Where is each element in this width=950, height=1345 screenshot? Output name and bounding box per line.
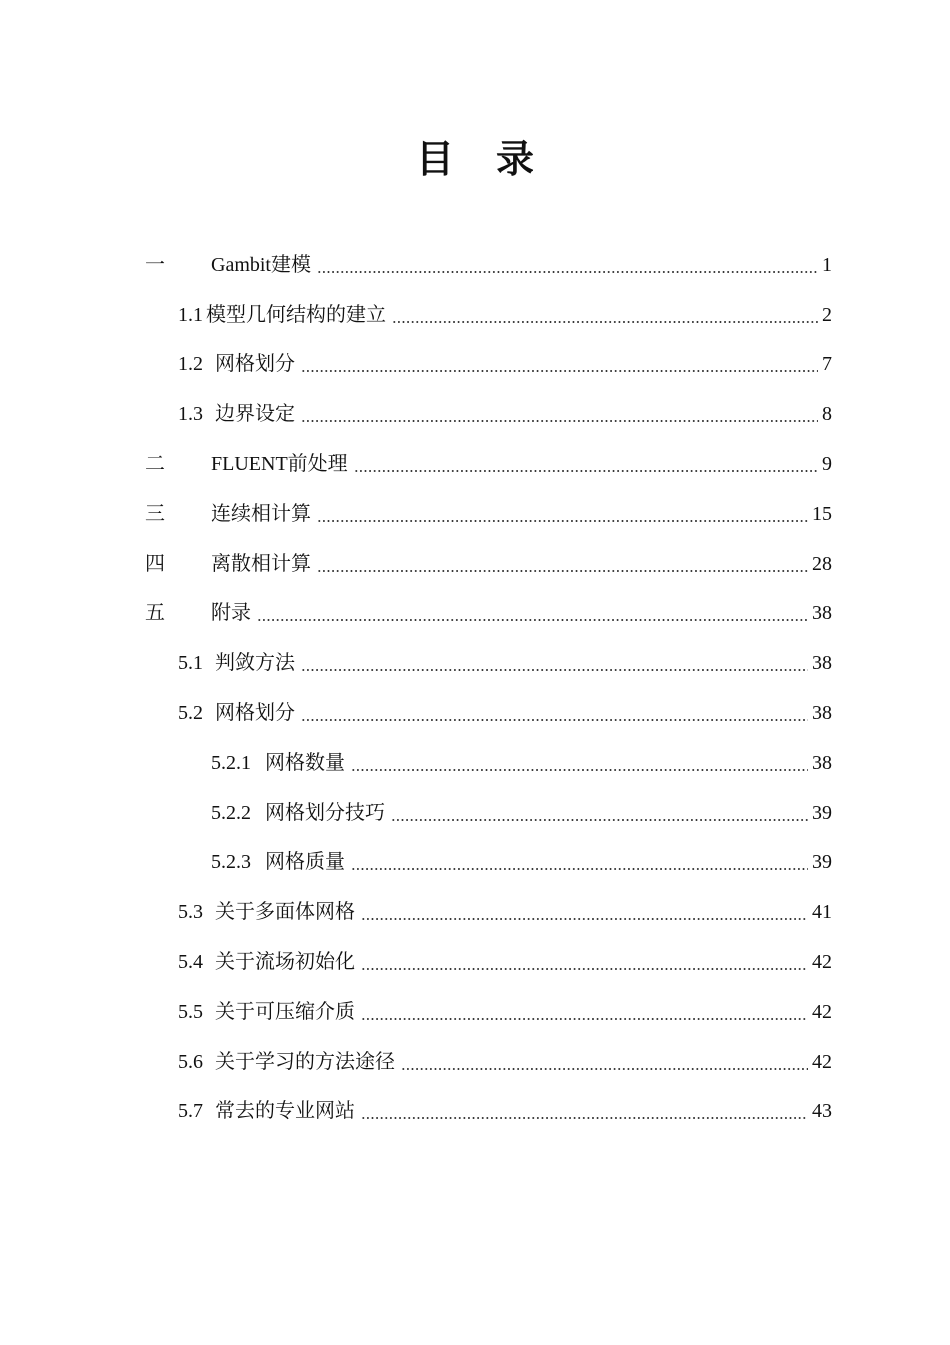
toc-entry-page-number: 7 [822,353,832,376]
toc-entry-page-number: 1 [822,253,832,276]
dot-leader [351,852,808,872]
toc-entry-number: 5.2 [178,702,203,725]
toc-entry-page-number: 2 [822,303,832,326]
toc-entry-page-number: 28 [812,552,832,575]
toc-entry[interactable] [0,987,950,1037]
toc-entry-number: 一 [145,253,165,276]
toc-entry[interactable] [0,290,950,340]
toc-entry-title: 网格质量 [265,851,345,874]
dot-leader [301,354,818,374]
toc-entry-page-number: 43 [812,1100,832,1123]
dot-leader [401,1052,808,1072]
toc-entry-number: 5.2.2 [211,801,251,824]
toc-entry[interactable] [0,838,950,888]
toc-entry-page-number: 42 [812,1050,832,1073]
toc-entry-title: 判敛方法 [215,652,295,675]
toc-entry[interactable] [0,688,950,738]
toc-entry-page-number: 39 [812,851,832,874]
toc-entry-number: 5.6 [178,1050,203,1073]
table-of-contents [0,240,950,1136]
toc-entry-title: 模型几何结构的建立 [206,303,386,326]
toc-entry[interactable] [0,340,950,390]
toc-entry-title: 网格划分技巧 [265,801,385,824]
toc-entry-title: 网格划分 [215,353,295,376]
toc-entry-page-number: 38 [812,602,832,625]
toc-entry-title: FLUENT前处理 [211,453,348,476]
toc-entry[interactable] [0,539,950,589]
toc-entry-number: 二 [145,453,165,476]
toc-entry-number: 5.2.1 [211,751,251,774]
dot-leader [301,404,818,424]
toc-entry-page-number: 8 [822,403,832,426]
dot-leader [361,1101,808,1121]
toc-entry-number: 5.1 [178,652,203,675]
toc-entry[interactable] [0,389,950,439]
toc-entry-title: 关于学习的方法途径 [215,1050,395,1073]
toc-entry-number: 5.7 [178,1100,203,1123]
toc-entry-page-number: 42 [812,1000,832,1023]
dot-leader [361,902,808,922]
dot-leader [317,554,808,574]
toc-entry-title: 常去的专业网站 [215,1100,355,1123]
dot-leader [257,603,808,623]
toc-entry-page-number: 41 [812,901,832,924]
toc-entry-title: 关于可压缩介质 [215,1000,355,1023]
toc-entry-title: 边界设定 [215,403,295,426]
toc-entry[interactable] [0,1037,950,1087]
toc-entry[interactable] [0,489,950,539]
toc-entry-page-number: 38 [812,751,832,774]
dot-leader [301,703,808,723]
toc-entry-number: 1.1 [178,303,203,326]
toc-entry-page-number: 39 [812,801,832,824]
toc-entry-number: 5.3 [178,901,203,924]
toc-entry-page-number: 42 [812,951,832,974]
toc-entry-number: 5.2.3 [211,851,251,874]
toc-entry-page-number: 15 [812,502,832,525]
dot-leader [351,753,808,773]
dot-leader [392,305,818,325]
toc-entry-number: 1.2 [178,353,203,376]
dot-leader [361,952,808,972]
toc-entry-title: 关于多面体网格 [215,901,355,924]
dot-leader [317,504,808,524]
dot-leader [391,803,808,823]
toc-entry[interactable] [0,589,950,639]
toc-entry-title: 离散相计算 [211,552,311,575]
dot-leader [354,454,818,474]
toc-entry[interactable] [0,937,950,987]
toc-entry-number: 四 [145,552,165,575]
toc-entry[interactable] [0,738,950,788]
toc-entry-number: 5.5 [178,1000,203,1023]
toc-entry-page-number: 38 [812,652,832,675]
toc-entry[interactable] [0,1087,950,1137]
toc-entry-title: Gambit建模 [211,253,311,276]
dot-leader [301,653,808,673]
toc-entry-title: 网格划分 [215,702,295,725]
toc-entry-title: 网格数量 [265,751,345,774]
toc-entry[interactable] [0,638,950,688]
toc-entry-number: 三 [145,502,165,525]
title-char-2: 录 [496,137,535,181]
toc-entry-page-number: 9 [822,453,832,476]
title-char-1: 目 [415,137,454,181]
toc-entry-number: 1.3 [178,403,203,426]
toc-entry-title: 关于流场初始化 [215,951,355,974]
toc-entry-number: 五 [145,602,165,625]
toc-entry[interactable] [0,788,950,838]
page-title [0,128,950,183]
dot-leader [317,255,818,275]
toc-entry-page-number: 38 [812,702,832,725]
toc-entry[interactable] [0,887,950,937]
dot-leader [361,1002,808,1022]
toc-entry-title: 连续相计算 [211,502,311,525]
toc-entry-number: 5.4 [178,951,203,974]
toc-entry[interactable] [0,240,950,290]
toc-entry[interactable] [0,439,950,489]
toc-entry-title: 附录 [211,602,251,625]
